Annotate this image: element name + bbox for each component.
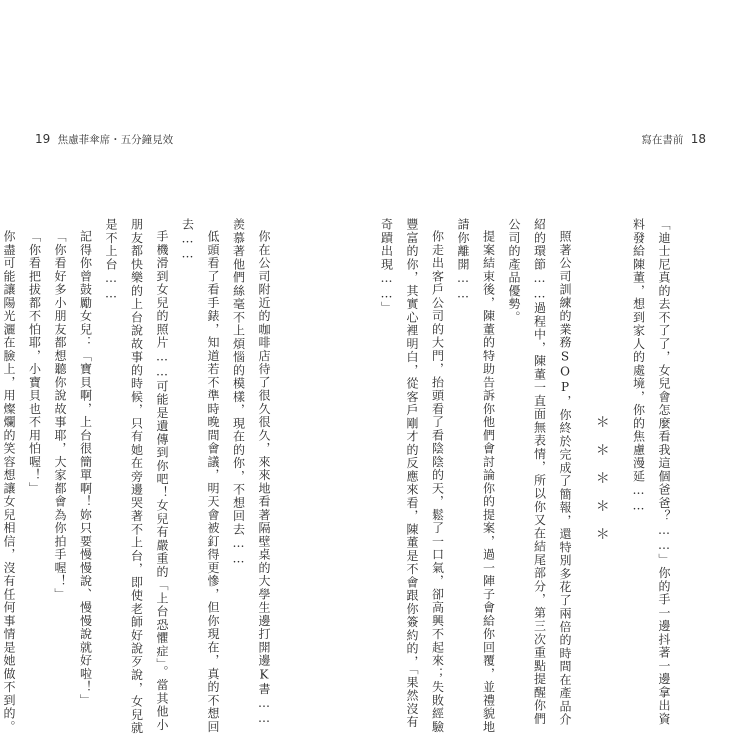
paragraph: 低頭看了看手錶，知道若不準時晚間會議，明天會被釘得更慘，但你現在，真的不想回去…… [180, 218, 220, 734]
paragraph: 你走出客戶公司的大門，抬頭看了看陰陰的天，鬆了一口氣，卻高興不起來；失敗經驗豐富的你，其實心裡明白，從客戶剛才的反應來看，陳董是不會跟你簽約的，「果然沒有奇蹟出現……」 [379, 218, 445, 734]
paragraph: 記得你曾鼓勵女兒：「寶貝啊，上台很簡單啊！妳只要慢慢說、慢慢說就好啦！」 [78, 230, 93, 707]
paragraph: 「迪士尼真的去不了了，女兒會怎麼看我這個爸爸？……」你的手一邊抖著一邊拿出資料發給陳董，想到家人的處境，你的焦慮漫延…… [631, 218, 671, 726]
left-running-title: 焦慮菲傘席・五分鐘見效 [57, 134, 174, 146]
paragraph: 「你看好多小朋友都想聽你說故事耶，大家都會為你拍手喔！」 [53, 230, 67, 601]
paragraph: 照著公司訓練的業務SOP，你終於完成了簡報，還特別多花了兩倍的時間在產品介紹的環節……過程中，陳董一直面無表情，所以你又在結尾部分，第三次重點提醒你們公司的產品優勢。 [507, 218, 572, 727]
right-page-body [381, 218, 676, 738]
section-break-stars: ＊ ＊ ＊ ＊ ＊ [593, 415, 610, 541]
paragraph: 你盡可能讓陽光灑在臉上，用燦爛的笑容想讓女兒相信，沒有任何事情是她做不到的。 [2, 230, 16, 734]
paragraph: 你在公司附近的咖啡店待了很久很久，來來地看著隔壁桌的大學生邊打開邊K書……羨慕著他們絲毫不上煩惱的模樣，現在的你，不想回去…… [231, 218, 271, 727]
right-running-title: 寫在書前 [641, 134, 684, 146]
right-page-number: 18 [690, 132, 706, 146]
paragraph: 「你看把拔都不怕耶，小寶貝也不用怕喔！」 [27, 230, 42, 495]
left-page-body [0, 218, 276, 738]
left-page-header [31, 132, 173, 147]
paragraph: 手機滑到女兒的照片……可能是遺傳到你吧！女兒有嚴重的「上台恐懼症」。當其他小朋友都快樂的上台說故事的時候，只有她在旁邊哭著不上台，即使老師好說歹說，女兒就是不上台…… [104, 218, 169, 735]
left-page [0, 160, 375, 750]
right-page [375, 160, 750, 750]
right-page-header [641, 132, 710, 147]
paragraph: 提案結束後，陳董的特助告訴你他們會討論你的提案，過一陣子會給你回覆，並禮貌地請你離開…… [456, 218, 496, 734]
left-page-number: 19 [35, 132, 51, 146]
